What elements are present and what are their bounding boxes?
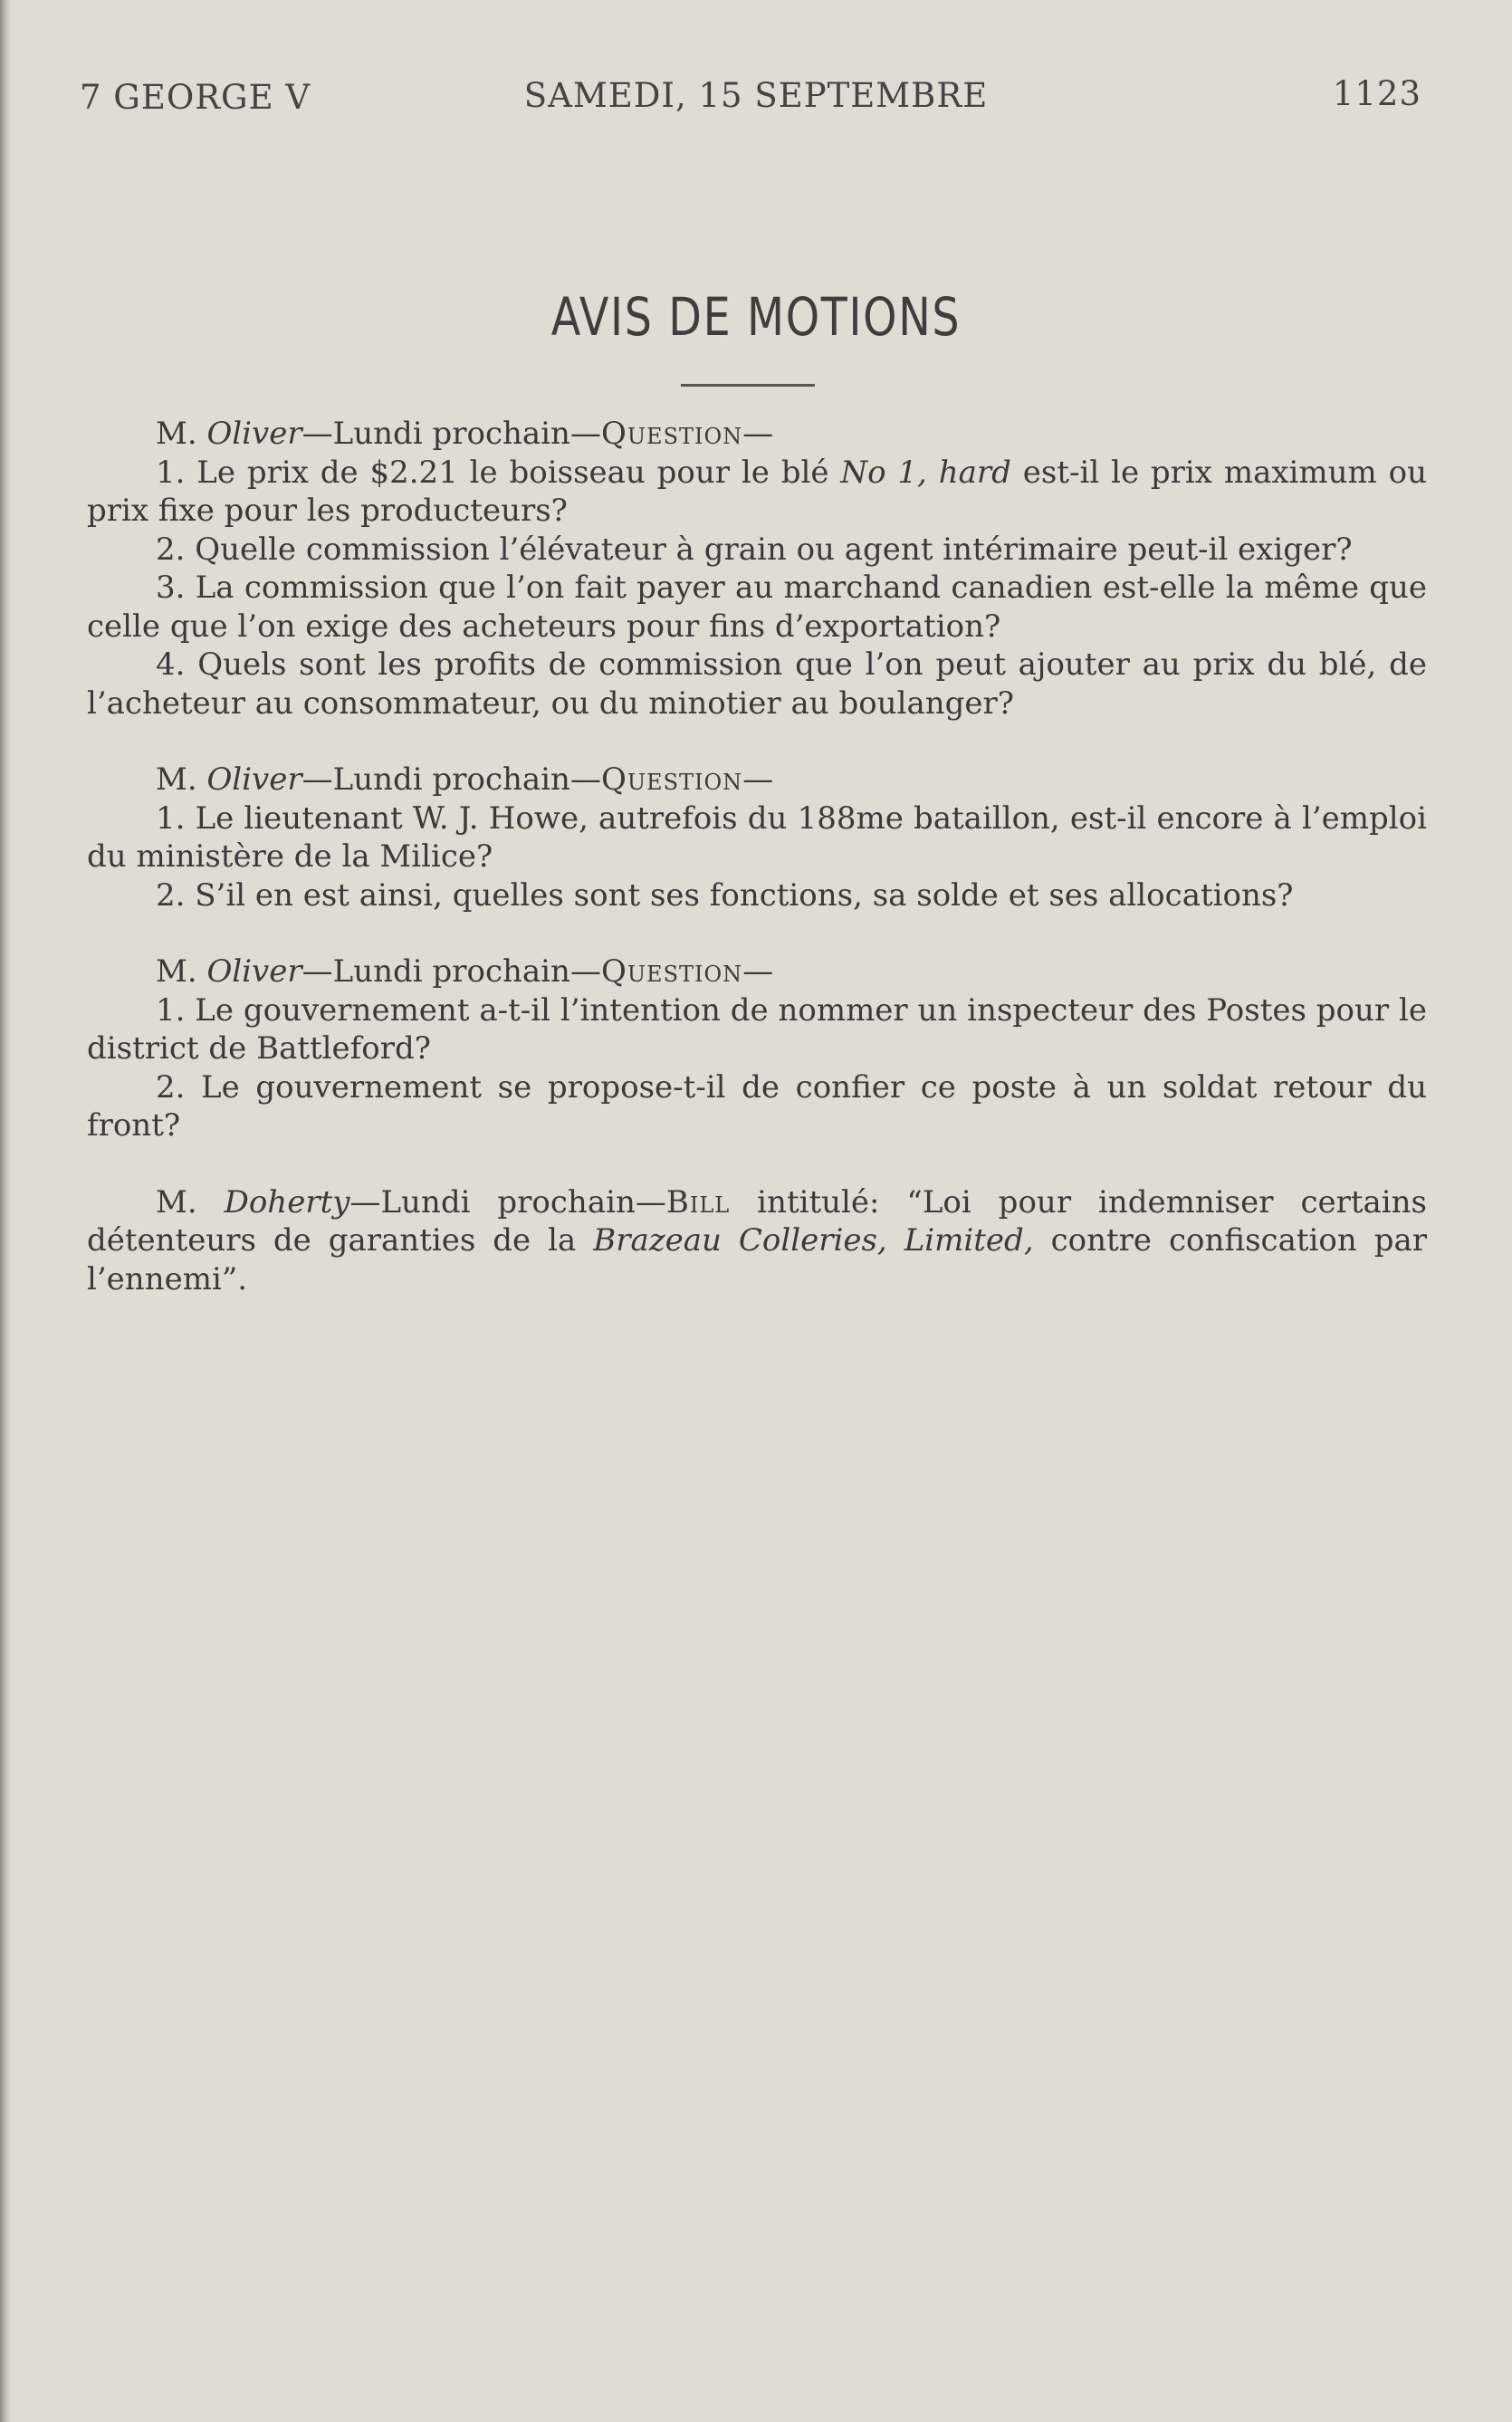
bill-notice: [87, 1183, 1427, 1299]
motion-kind: Question: [600, 953, 743, 990]
question-item: 4. Quels sont les profits de commission que l’on peut ajouter au prix du blé, de l’acheteur au consommateur, ou du minotier au boulanger?: [87, 646, 1427, 722]
page-title: AVIS DE MOTIONS: [550, 286, 962, 348]
page-binding-edge: [0, 0, 11, 2422]
title-prefix: M.: [156, 416, 207, 452]
question-text: est-il le prix maximum ou prix fixe pour les producteurs?: [87, 454, 1427, 529]
running-header: [0, 71, 1512, 125]
member-name: Doherty: [224, 1183, 350, 1221]
bill-title-start: intitulé: “Loi pour indemniser certains détenteurs de garanties de la: [87, 1183, 1428, 1259]
question-item: [87, 454, 1427, 531]
motion-1: [87, 415, 1427, 723]
question-item: 1. Le lieutenant W. J. Howe, autrefois du 188me bataillon, est-il encore à l’emploi du ministère de la Milice?: [87, 799, 1427, 875]
motion-intro: [87, 953, 1427, 991]
question-item: 2. S’il en est ainsi, quelles sont ses fonctions, sa solde et ses allocations?: [156, 876, 1294, 914]
motion-day: —Lundi prochain—: [349, 1183, 666, 1221]
question-item: 3. La commission que l’on fait payer au marchand canadien est-elle la même que celle que l’on exige des acheteurs pour fins d’exportation?: [87, 570, 1427, 645]
company-name: Brazeau Colleries, Limited,: [593, 1222, 1034, 1259]
title-prefix: M.: [156, 953, 207, 990]
motions-list: [87, 415, 1427, 1336]
motion-kind: Question: [600, 761, 743, 798]
question-item: 2. Quelle commission l’élévateur à grain ou agent intérimaire peut-il exiger?: [156, 531, 1353, 568]
motion-intro: [87, 415, 1427, 454]
wheat-grade: No 1, hard: [840, 454, 1011, 491]
header-date: SAMEDI, 15 SEPTEMBRE: [523, 76, 989, 115]
motion-2: [87, 761, 1427, 914]
bill-title-end: contre confiscation par l’ennemi”.: [87, 1222, 1427, 1297]
member-name: Oliver: [206, 953, 302, 990]
motion-intro: [87, 761, 1427, 799]
motion-kind: Question: [600, 416, 743, 452]
motion-dash: —: [742, 416, 774, 452]
title-prefix: M.: [156, 1183, 225, 1221]
motion-day: —Lundi prochain—: [301, 953, 601, 990]
motion-dash: —: [742, 953, 774, 990]
title-prefix: M.: [156, 761, 207, 798]
member-name: Oliver: [206, 416, 302, 452]
question-item: 1. Le gouvernement a-t-il l’intention de nommer un inspecteur des Postes pour le district de Battleford?: [87, 991, 1427, 1067]
title-rule: [681, 384, 815, 387]
question-item: 2. Le gouvernement se propose-t-il de confier ce poste à un soldat retour du front?: [87, 1068, 1427, 1144]
header-regnal-year: 7 GEORGE V: [80, 78, 311, 117]
motion-4: [87, 1183, 1427, 1299]
page-number: 1123: [1332, 74, 1421, 113]
motion-day: —Lundi prochain—: [301, 761, 601, 798]
question-text: 1. Le prix de $2.21 le boisseau pour le blé: [156, 454, 841, 491]
motion-3: [87, 953, 1427, 1145]
motion-day: —Lundi prochain—: [301, 416, 601, 452]
motion-dash: —: [742, 761, 774, 798]
member-name: Oliver: [206, 761, 302, 798]
motion-kind: Bill: [665, 1183, 731, 1221]
